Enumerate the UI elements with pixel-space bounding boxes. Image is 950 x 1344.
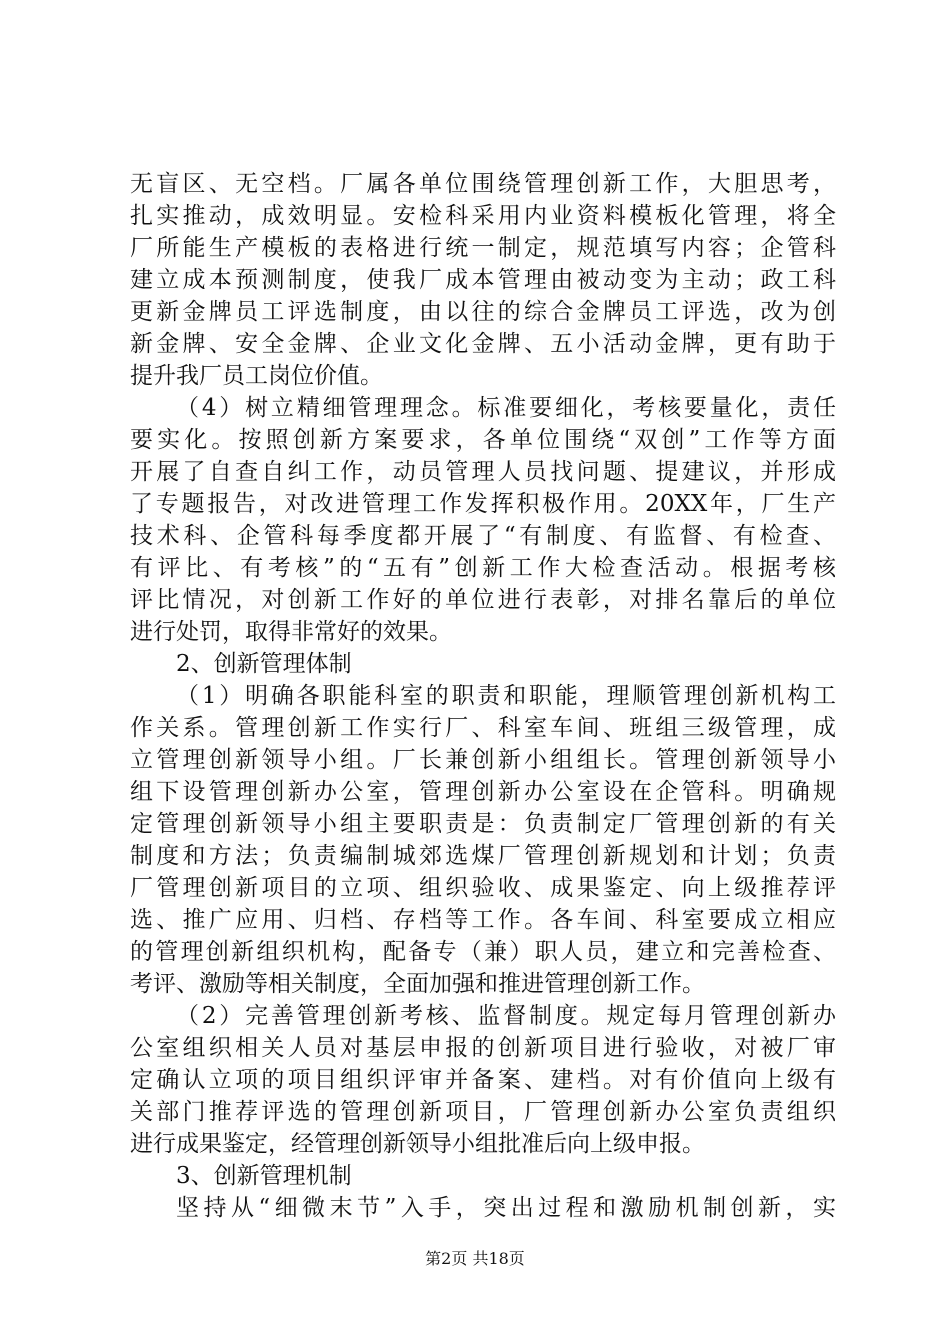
text-line: 考评、激励等相关制度，全面加强和推进管理创新工作。 bbox=[130, 971, 705, 997]
text-line: 要实化。按照创新方案要求，各单位围绕“双创”工作等方面 bbox=[130, 427, 836, 453]
body-text bbox=[130, 168, 836, 1224]
paragraph-start-line: （2）完善管理创新考核、监督制度。规定每月管理创新办 bbox=[176, 1003, 836, 1029]
text-line: 定管理创新领导小组主要职责是：负责制定厂管理创新的有关 bbox=[130, 811, 836, 837]
paragraph-start-line: 坚持从“细微末节”入手，突出过程和激励机制创新，实 bbox=[176, 1195, 836, 1221]
text-line: 技术科、企管科每季度都开展了“有制度、有监督、有检查、 bbox=[130, 523, 836, 549]
text-line: 厂管理创新项目的立项、组织验收、成果鉴定、向上级推荐评 bbox=[130, 875, 836, 901]
section-heading: 3、创新管理机制 bbox=[176, 1163, 352, 1189]
text-line: 立管理创新领导小组。厂长兼创新小组组长。管理创新领导小 bbox=[130, 747, 836, 773]
section-heading: 2、创新管理体制 bbox=[176, 651, 352, 677]
text-line: 定确认立项的项目组织评审并备案、建档。对有价值向上级有 bbox=[130, 1067, 836, 1093]
paragraph-start-line: （1）明确各职能科室的职责和职能，理顺管理创新机构工 bbox=[176, 683, 836, 709]
text-line: 提升我厂员工岗位价值。 bbox=[130, 363, 383, 389]
text-line: 扎实推动，成效明显。安检科采用内业资料模板化管理，将全 bbox=[130, 203, 836, 229]
text-line: 组下设管理创新办公室，管理创新办公室设在企管科。明确规 bbox=[130, 779, 836, 805]
text-line: 公室组织相关人员对基层申报的创新项目进行验收，对被厂审 bbox=[130, 1035, 836, 1061]
text-line: 建立成本预测制度，使我厂成本管理由被动变为主动；政工科 bbox=[130, 267, 836, 293]
text-line: 关部门推荐评选的管理创新项目，厂管理创新办公室负责组织 bbox=[130, 1099, 836, 1125]
text-line: 新金牌、安全金牌、企业文化金牌、五小活动金牌，更有助于 bbox=[130, 331, 836, 357]
text-line: 无盲区、无空档。厂属各单位围绕管理创新工作，大胆思考， bbox=[130, 171, 836, 197]
text-line: 选、推广应用、归档、存档等工作。各车间、科室要成立相应 bbox=[130, 907, 836, 933]
text-line: 了专题报告，对改进管理工作发挥积极作用。20XX年，厂生产 bbox=[130, 491, 836, 517]
text-line: 有评比、有考核”的“五有”创新工作大检查活动。根据考核 bbox=[130, 555, 836, 581]
text-line: 进行处罚，取得非常好的效果。 bbox=[130, 619, 452, 645]
text-line: 的管理创新组织机构，配备专（兼）职人员，建立和完善检查、 bbox=[130, 939, 836, 965]
page-footer: 第2页 共18页 bbox=[425, 1249, 525, 1268]
text-line: 进行成果鉴定，经管理创新领导小组批准后向上级申报。 bbox=[130, 1131, 705, 1157]
text-line: 开展了自查自纠工作，动员管理人员找问题、提建议，并形成 bbox=[130, 459, 836, 485]
text-line: 制度和方法；负责编制城郊选煤厂管理创新规划和计划；负责 bbox=[130, 843, 836, 869]
text-line: 作关系。管理创新工作实行厂、科室车间、班组三级管理，成 bbox=[130, 715, 836, 741]
text-line: 评比情况，对创新工作好的单位进行表彰，对排名靠后的单位 bbox=[130, 587, 836, 613]
text-line: 更新金牌员工评选制度，由以往的综合金牌员工评选，改为创 bbox=[130, 299, 836, 325]
text-line: 厂所能生产模板的表格进行统一制定，规范填写内容；企管科 bbox=[130, 235, 836, 261]
paragraph-start-line: （4）树立精细管理理念。标准要细化，考核要量化，责任 bbox=[176, 395, 836, 421]
